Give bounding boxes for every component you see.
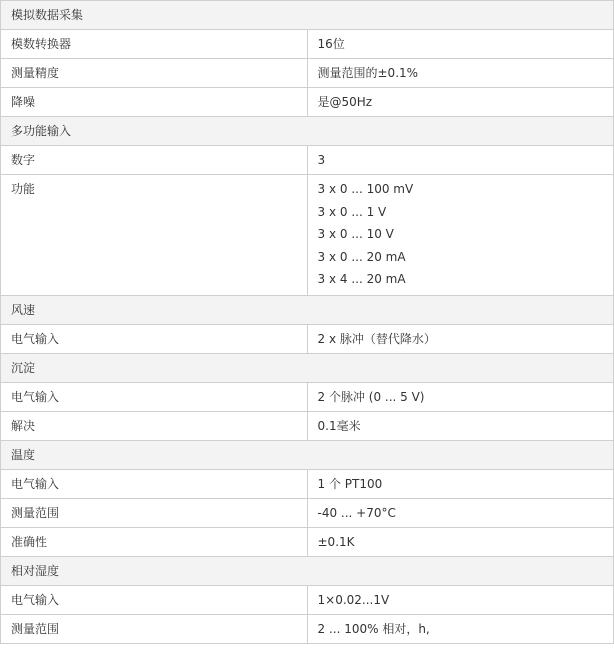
- row-label: 测量范围: [1, 614, 308, 643]
- row-label: 测量范围: [1, 498, 308, 527]
- table-row: [1, 146, 614, 175]
- value-line: 3 x 4 ... 20 mA: [317, 272, 406, 287]
- row-label: 电气输入: [1, 469, 308, 498]
- row-value: 是@50Hz: [307, 88, 614, 117]
- row-value: 16位: [307, 30, 614, 59]
- section-header: [1, 117, 614, 146]
- table-row: [1, 411, 614, 440]
- row-value: 1 个 PT100: [307, 469, 614, 498]
- section-header: [1, 556, 614, 585]
- section-header: [1, 353, 614, 382]
- table-row: [1, 585, 614, 614]
- section-title: 沉淀: [1, 353, 614, 382]
- row-label: 电气输入: [1, 585, 308, 614]
- row-value: 2 x 脉冲（替代降水）: [307, 324, 614, 353]
- row-value: 0.1毫米: [307, 411, 614, 440]
- row-value: -40 ... +70°C: [307, 498, 614, 527]
- section-title: 多功能输入: [1, 117, 614, 146]
- table-row: [1, 469, 614, 498]
- table-row: [1, 498, 614, 527]
- row-label: 模数转换器: [1, 30, 308, 59]
- table-row: [1, 30, 614, 59]
- row-value: 测量范围的±0.1%: [307, 59, 614, 88]
- section-title: 温度: [1, 440, 614, 469]
- section-header: [1, 1, 614, 30]
- value-line: 3 x 0 ... 10 V: [317, 227, 394, 242]
- section-title: 风速: [1, 295, 614, 324]
- table-row: [1, 614, 614, 643]
- value-line: 3 x 0 ... 1 V: [317, 204, 387, 219]
- row-value: 1×0.02...1V: [307, 585, 614, 614]
- value-line: 3 x 0 ... 100 mV: [317, 182, 414, 196]
- value-line: 3 x 0 ... 20 mA: [317, 249, 406, 264]
- section-title: 相对湿度: [1, 556, 614, 585]
- row-label: 测量精度: [1, 59, 308, 88]
- row-value-list: [307, 175, 614, 296]
- row-label: 数字: [1, 146, 308, 175]
- row-value: 2 个脉冲 (0 ... 5 V): [307, 382, 614, 411]
- table-row: [1, 88, 614, 117]
- row-label: 准确性: [1, 527, 308, 556]
- row-label: 电气输入: [1, 324, 308, 353]
- row-label: 功能: [1, 175, 308, 296]
- row-label: 降噪: [1, 88, 308, 117]
- row-value: 2 ... 100% 相对，h,: [307, 614, 614, 643]
- table-row: [1, 59, 614, 88]
- table-row: [1, 382, 614, 411]
- row-value: ±0.1K: [307, 527, 614, 556]
- row-label: 解决: [1, 411, 308, 440]
- section-header: [1, 295, 614, 324]
- section-header: [1, 440, 614, 469]
- table-row: [1, 324, 614, 353]
- table-row: [1, 175, 614, 296]
- section-title: 模拟数据采集: [1, 1, 614, 30]
- row-value: 3: [307, 146, 614, 175]
- row-label: 电气输入: [1, 382, 308, 411]
- table-row: [1, 527, 614, 556]
